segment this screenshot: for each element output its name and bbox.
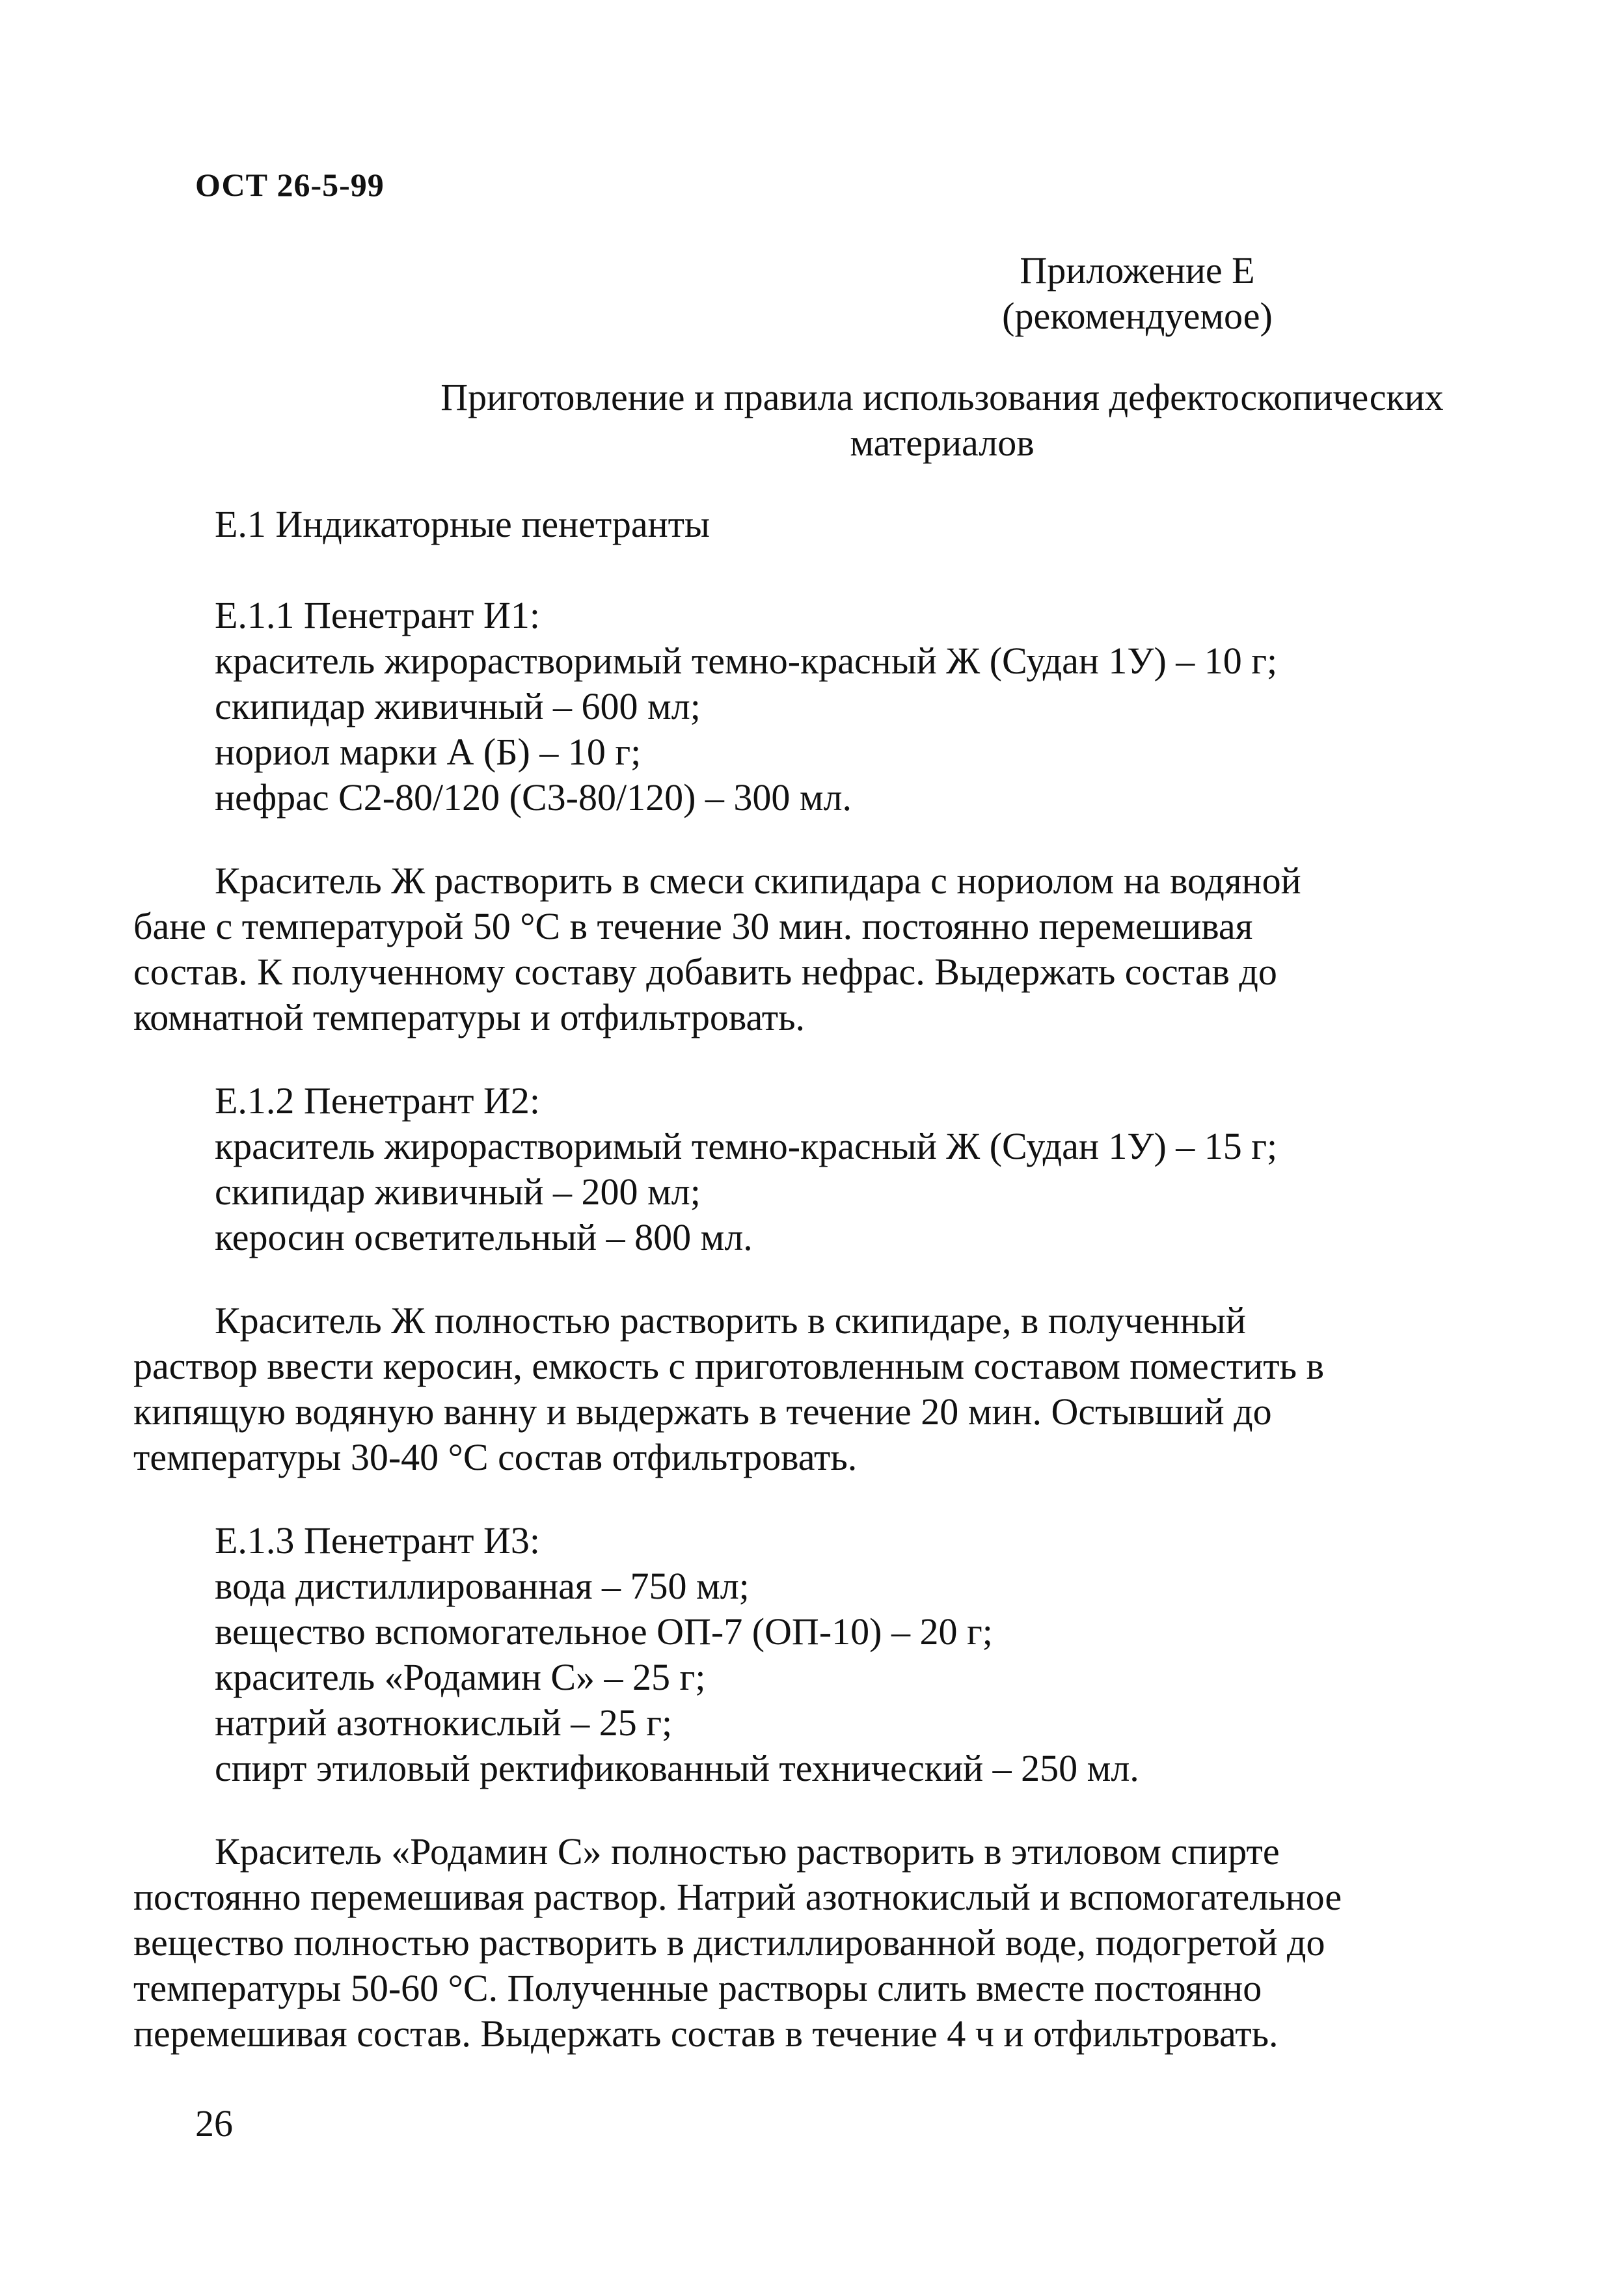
list-item: нефрас С2-80/120 (С3-80/120) – 300 мл.	[215, 776, 852, 819]
list-item: вода дистиллированная – 750 мл;	[215, 1565, 750, 1607]
list-item: натрий азотнокислый – 25 г;	[215, 1701, 673, 1744]
list-item: спирт этиловый ректификованный технический – 250 мл.	[215, 1747, 1139, 1789]
list-item: краситель «Родамин С» – 25 г;	[215, 1656, 706, 1698]
paragraph-line: раствор ввести керосин, емкость с приготовленным составом поместить в	[133, 1345, 1324, 1387]
document-code: ОСТ 26-5-99	[195, 167, 385, 203]
item-e13-title: Е.1.3 Пенетрант И3:	[215, 1519, 541, 1562]
section-e1-title: Е.1 Индикаторные пенетранты	[215, 503, 710, 545]
paragraph-line: Краситель Ж растворить в смеси скипидара с нориолом на водяной	[215, 860, 1301, 902]
paragraph-line: вещество полностью растворить в дистиллированной воде, подогретой до	[133, 1921, 1325, 1964]
list-item: скипидар живичный – 600 мл;	[215, 685, 701, 727]
appendix-heading-line-2: материалов	[850, 422, 1035, 464]
list-item: керосин осветительный – 800 мл.	[215, 1216, 753, 1258]
paragraph-line: комнатной температуры и отфильтровать.	[133, 996, 805, 1038]
list-item: вещество вспомогательное ОП-7 (ОП-10) – 20 г;	[215, 1610, 993, 1653]
list-item: краситель жирорастворимый темно-красный Ж (Судан 1У) – 15 г;	[215, 1125, 1278, 1167]
paragraph-line: температуры 30-40 °С состав отфильтровать.	[133, 1436, 858, 1478]
appendix-subtitle: (рекомендуемое)	[1002, 295, 1273, 337]
page-number: 26	[195, 2102, 233, 2145]
paragraph-line: постоянно перемешивая раствор. Натрий азотнокислый и вспомогательное	[133, 1876, 1342, 1918]
appendix-title: Приложение Е	[1020, 249, 1255, 291]
paragraph-line: перемешивая состав. Выдержать состав в течение 4 ч и отфильтровать.	[133, 2012, 1279, 2055]
paragraph-line: бане с температурой 50 °С в течение 30 мин. постоянно перемешивая	[133, 905, 1253, 947]
item-e11-title: Е.1.1 Пенетрант И1:	[215, 594, 541, 636]
paragraph-line: кипящую водяную ванну и выдержать в течение 20 мин. Остывший до	[133, 1390, 1272, 1433]
paragraph-line: Краситель «Родамин С» полностью растворить в этиловом спирте	[215, 1830, 1280, 1873]
list-item: скипидар живичный – 200 мл;	[215, 1171, 701, 1213]
paragraph-line: температуры 50-60 °С. Полученные растворы слить вместе постоянно	[133, 1967, 1262, 2009]
paragraph-line: состав. К полученному составу добавить нефрас. Выдержать состав до	[133, 951, 1277, 993]
appendix-heading-line-1: Приготовление и правила использования дефектоскопических	[440, 376, 1444, 418]
list-item: нориол марки А (Б) – 10 г;	[215, 731, 642, 773]
paragraph-line: Краситель Ж полностью растворить в скипидаре, в полученный	[215, 1299, 1246, 1342]
list-item: краситель жирорастворимый темно-красный Ж (Судан 1У) – 10 г;	[215, 640, 1278, 682]
item-e12-title: Е.1.2 Пенетрант И2:	[215, 1079, 541, 1122]
